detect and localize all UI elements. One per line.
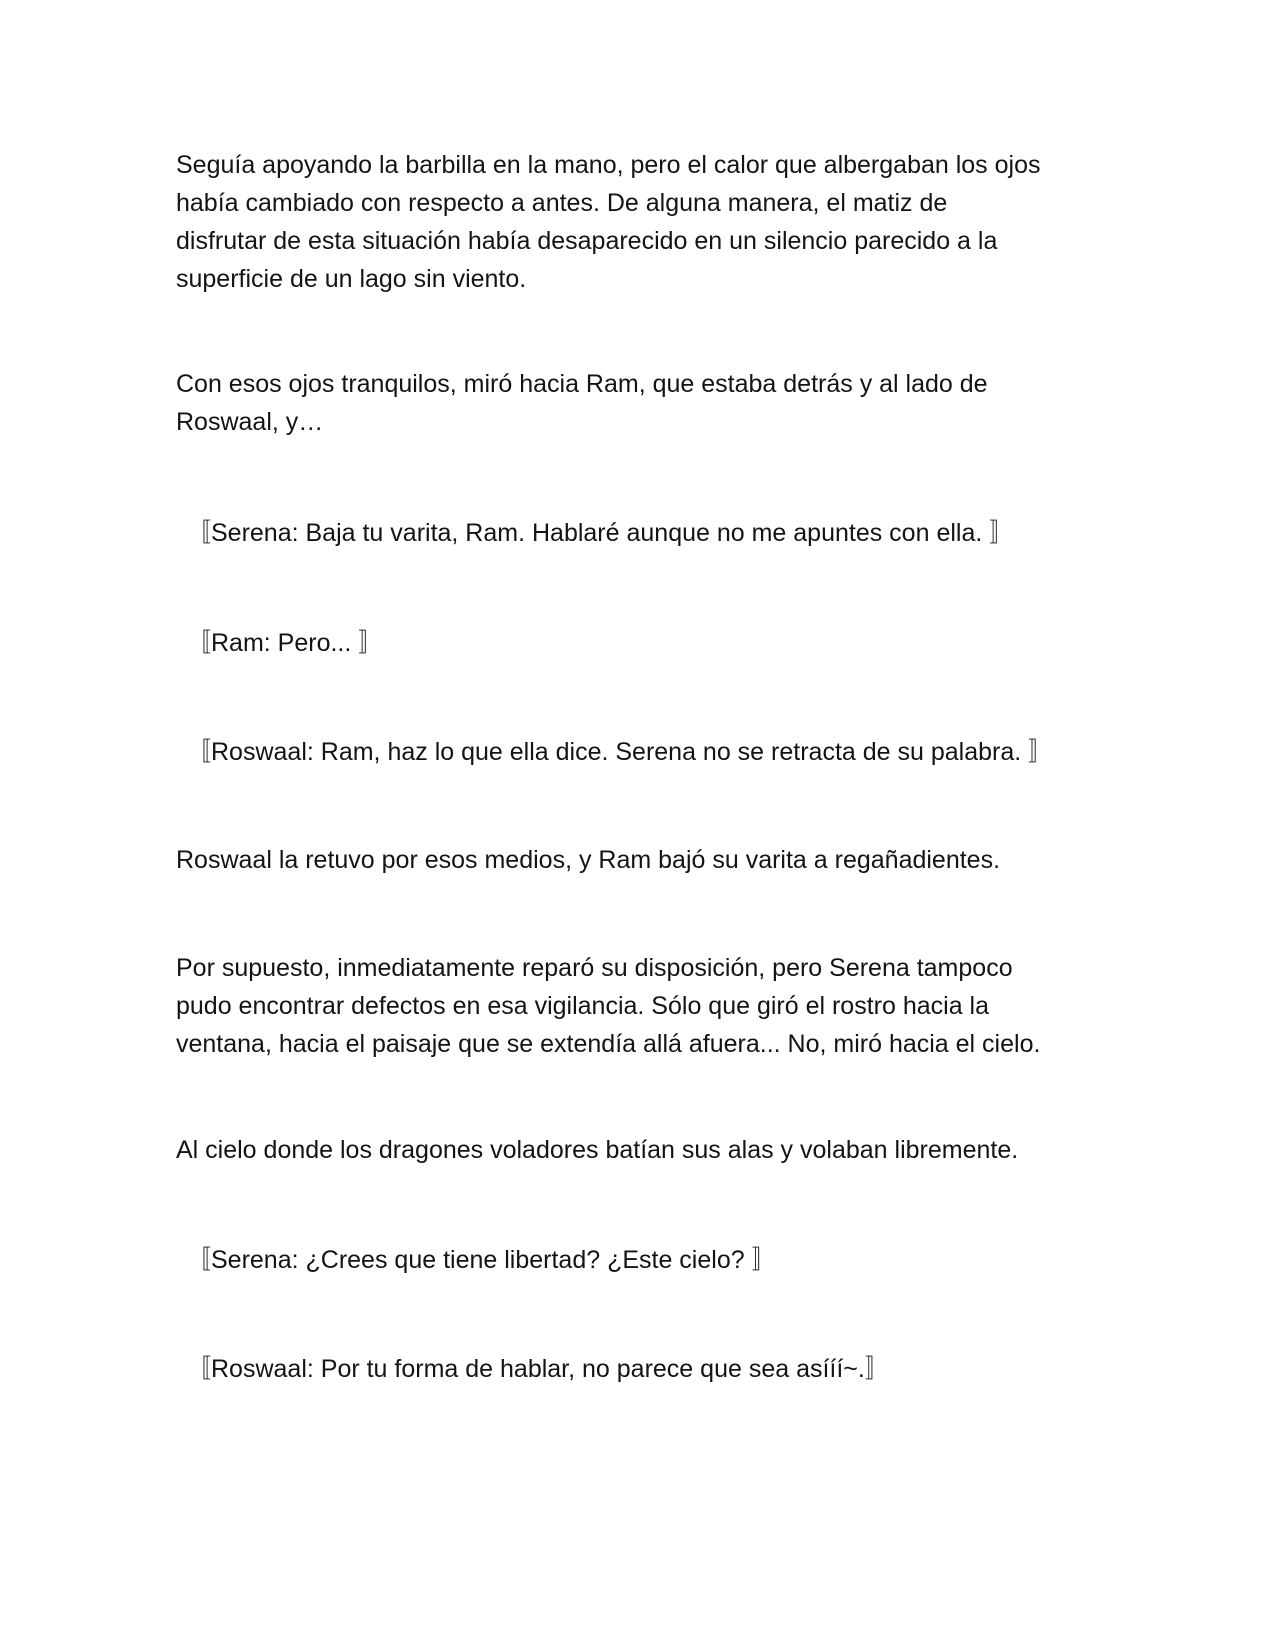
narration-paragraph-1 xyxy=(176,146,1116,298)
text-line: había cambiado con respecto a antes. De alguna manera, el matiz de xyxy=(176,189,948,217)
narration-paragraph-3 xyxy=(176,841,1116,879)
text-line: Roswaal la retuvo por esos medios, y Ram bajó su varita a regañadientes. xyxy=(176,846,1001,874)
narration-paragraph-2 xyxy=(176,365,1116,441)
dialogue-serena-2 xyxy=(186,1241,1126,1279)
text-line: 〚Serena: ¿Crees que tiene libertad? ¿Este cielo? 〛 xyxy=(186,1246,777,1274)
text-line: 〚Roswaal: Ram, haz lo que ella dice. Serena no se retracta de su palabra. 〛 xyxy=(186,738,1054,766)
text-line: 〚Roswaal: Por tu forma de hablar, no parece que sea asííí~.〛 xyxy=(186,1355,890,1383)
narration-paragraph-4 xyxy=(176,949,1116,1063)
text-line: 〚Serena: Baja tu varita, Ram. Hablaré aunque no me apuntes con ella. 〛 xyxy=(186,519,1015,547)
text-line: Seguía apoyando la barbilla en la mano, pero el calor que albergaban los ojos xyxy=(176,151,1041,179)
text-line: Roswaal, y… xyxy=(176,408,324,436)
text-line: ventana, hacia el paisaje que se extendía allá afuera... No, miró hacia el cielo. xyxy=(176,1030,1041,1058)
text-line: Con esos ojos tranquilos, miró hacia Ram, que estaba detrás y al lado de xyxy=(176,370,988,398)
text-line: superficie de un lago sin viento. xyxy=(176,265,527,293)
dialogue-serena-1 xyxy=(186,514,1126,552)
dialogue-roswaal-2 xyxy=(186,1350,1126,1388)
text-line: 〚Ram: Pero... 〛 xyxy=(186,629,384,657)
text-line: disfrutar de esta situación había desaparecido en un silencio parecido a la xyxy=(176,227,998,255)
dialogue-roswaal-1 xyxy=(186,733,1126,771)
text-line: pudo encontrar defectos en esa vigilancia. Sólo que giró el rostro hacia la xyxy=(176,992,990,1020)
narration-paragraph-5 xyxy=(176,1131,1116,1169)
text-line: Por supuesto, inmediatamente reparó su disposición, pero Serena tampoco xyxy=(176,954,1013,982)
dialogue-ram-1 xyxy=(186,624,1126,662)
text-line: Al cielo donde los dragones voladores batían sus alas y volaban libremente. xyxy=(176,1136,1019,1164)
